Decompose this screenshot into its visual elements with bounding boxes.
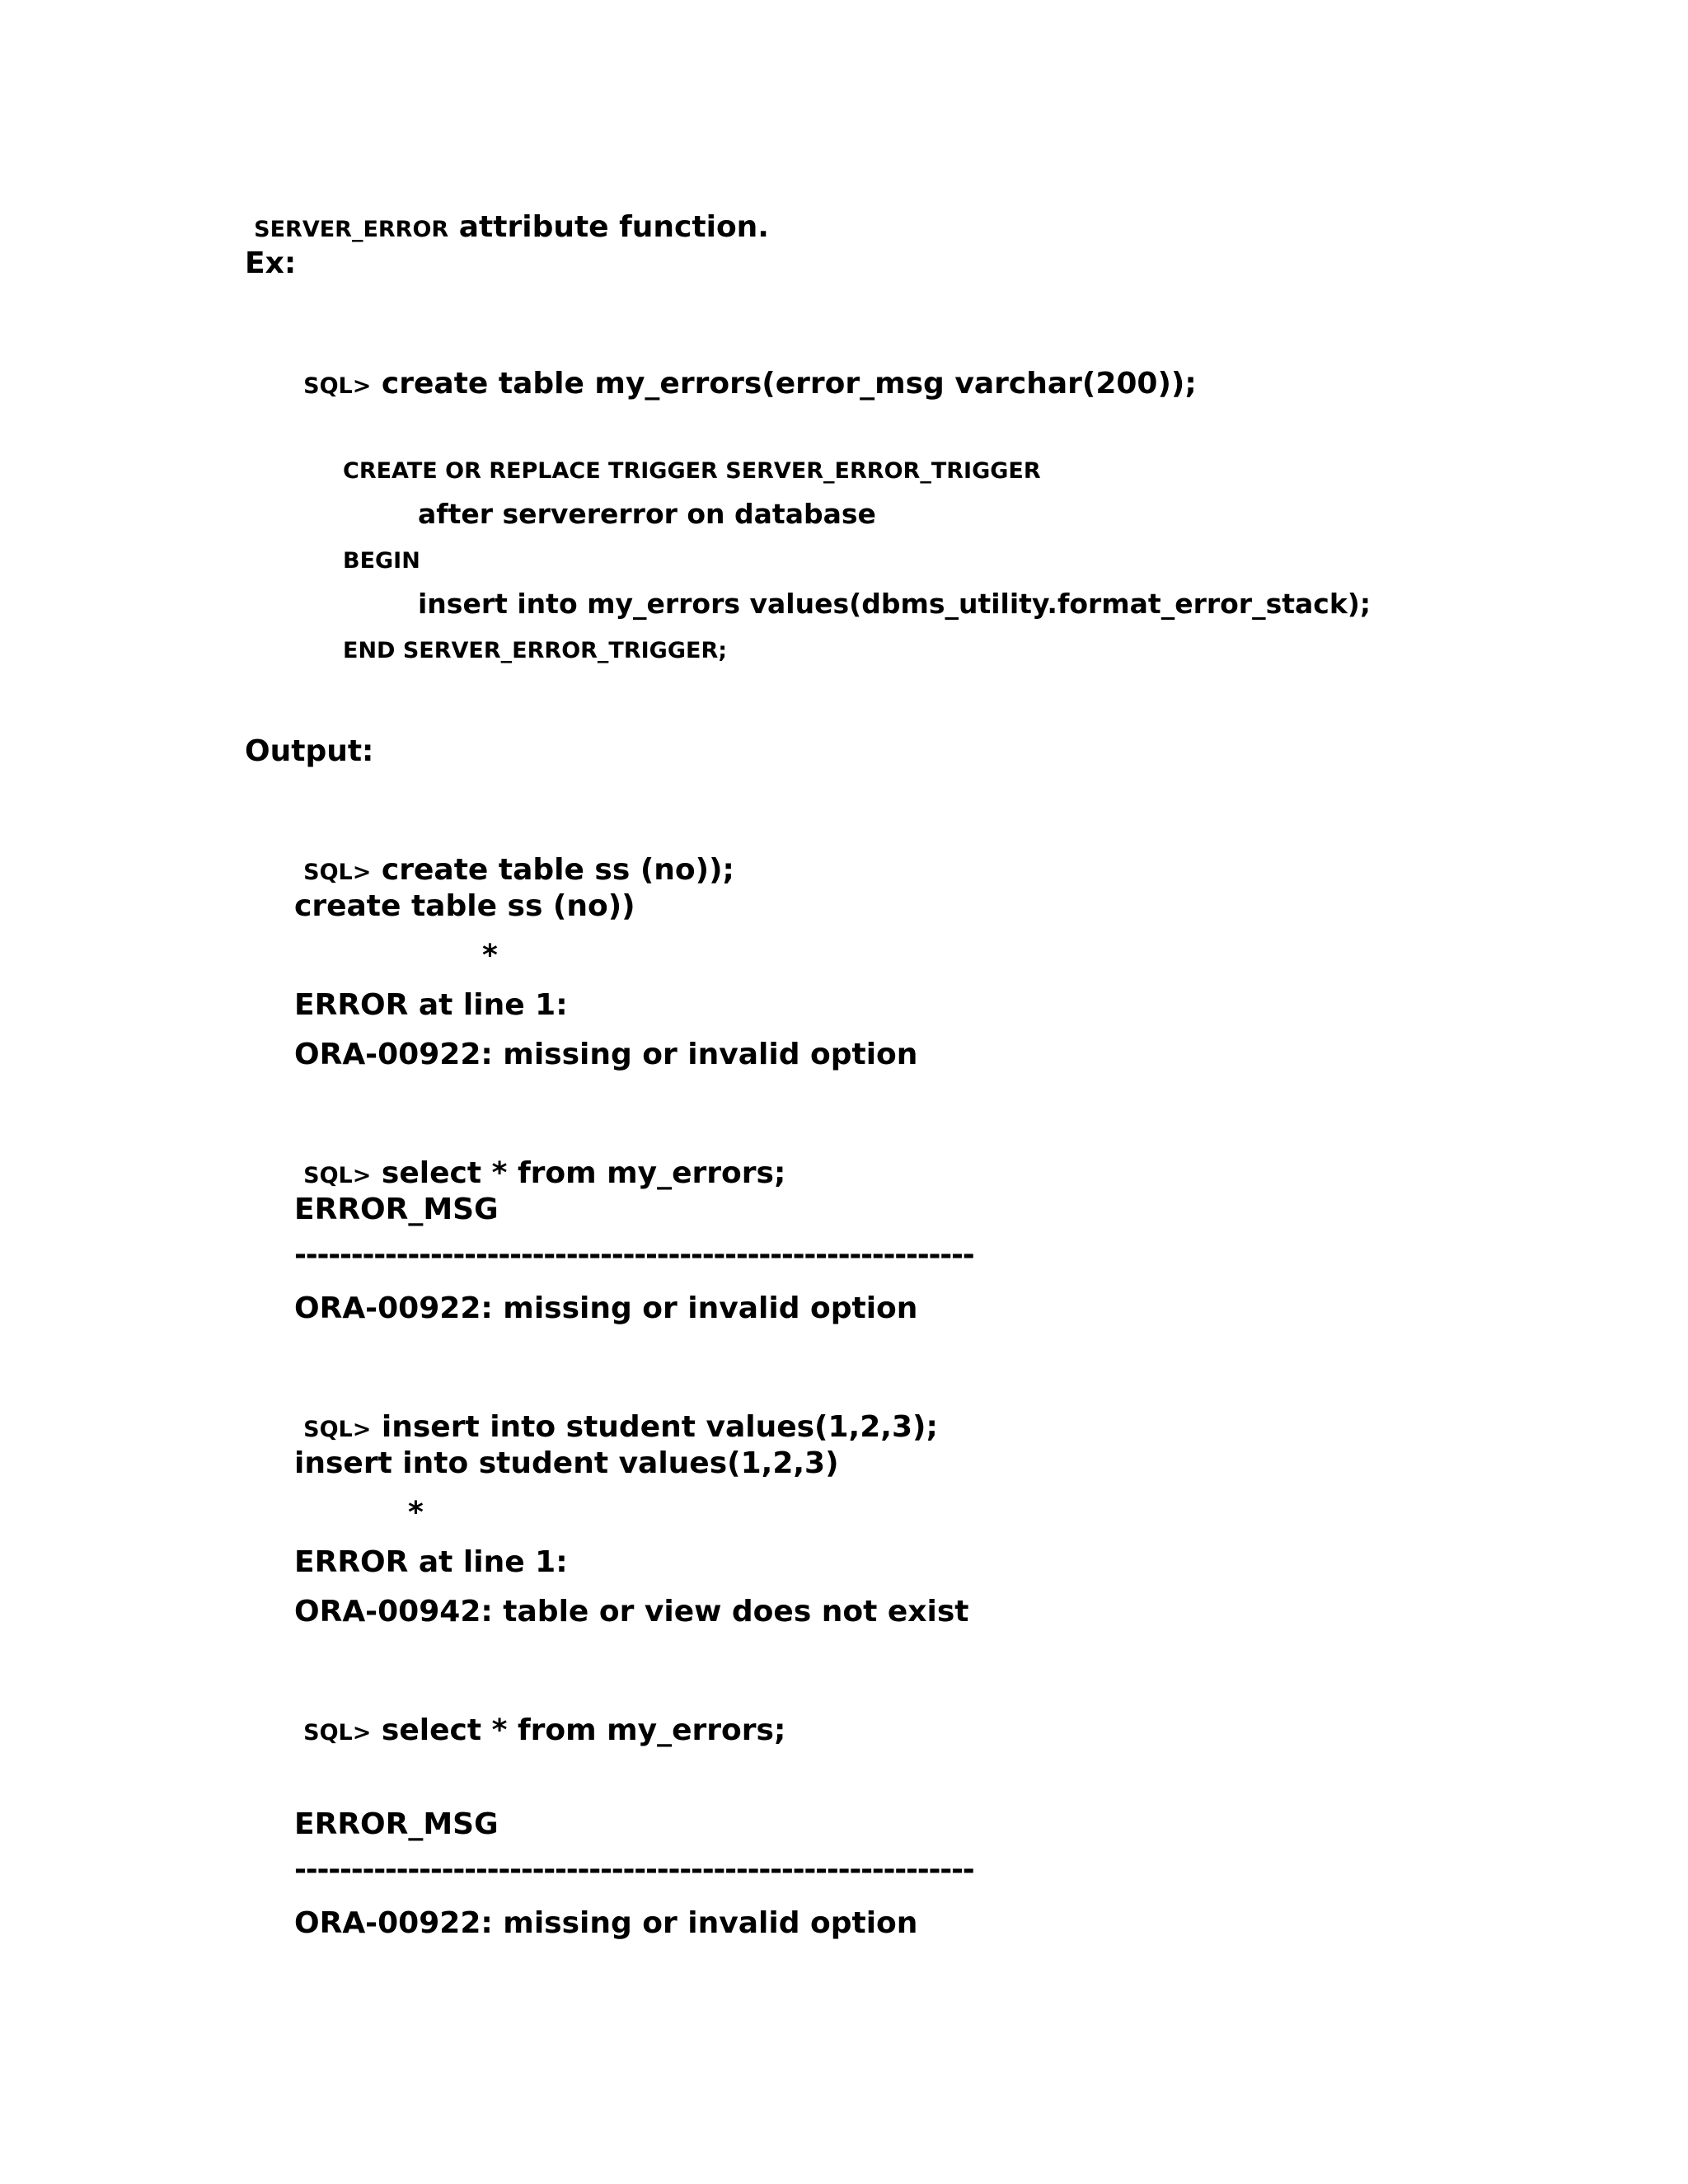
block3-error-line: ERROR at line 1: — [294, 1545, 568, 1579]
block1-echo: create table ss (no)) — [294, 889, 635, 923]
block3-echo: insert into student values(1,2,3) — [294, 1446, 839, 1480]
trigger-line-5: END SERVER_ERROR_TRIGGER; — [343, 638, 728, 663]
block4-column-header: ERROR_MSG — [294, 1807, 499, 1841]
intro-keyword: SERVER_ERROR — [254, 217, 449, 242]
block3-command-line — [294, 1399, 938, 1442]
sql-prompt: SQL> — [303, 373, 372, 399]
block4-rule: ------------------------------------------------------------ — [294, 1853, 974, 1886]
sql-command: insert into student values(1,2,3); — [371, 1410, 938, 1444]
block2-command-line — [294, 1146, 785, 1188]
trigger-line-3: BEGIN — [343, 548, 420, 574]
block4-command-line — [294, 1703, 785, 1746]
output-label: Output: — [245, 734, 374, 768]
block2-row: ORA-00922: missing or invalid option — [294, 1291, 918, 1325]
trigger-line-2: after servererror on database — [418, 498, 876, 530]
intro-line — [245, 199, 769, 242]
sql-command: select * from my_errors; — [371, 1713, 786, 1747]
block2-rule: ------------------------------------------------------------ — [294, 1238, 974, 1272]
block4-row: ORA-00922: missing or invalid option — [294, 1906, 918, 1940]
intro-text: attribute function. — [448, 210, 769, 244]
sql-prompt: SQL> — [303, 1163, 372, 1188]
block1-command-line — [294, 842, 734, 885]
create-my-errors-line — [294, 356, 1197, 399]
trigger-line-1: CREATE OR REPLACE TRIGGER SERVER_ERROR_TRIGGER — [343, 458, 1041, 484]
trigger-line-4: insert into my_errors values(dbms_utility.format_error_stack); — [418, 588, 1372, 620]
sql-prompt: SQL> — [303, 1417, 372, 1442]
block2-column-header: ERROR_MSG — [294, 1193, 499, 1226]
sql-command: select * from my_errors; — [371, 1156, 786, 1190]
block3-ora-message: ORA-00942: table or view does not exist — [294, 1595, 969, 1629]
block3-error-marker: * — [408, 1496, 424, 1530]
sql-prompt: SQL> — [303, 1720, 372, 1746]
block1-error-marker: * — [482, 939, 498, 972]
sql-prompt: SQL> — [303, 860, 372, 885]
ex-label: Ex: — [245, 246, 297, 280]
sql-command: create table my_errors(error_msg varchar(200)); — [371, 367, 1197, 401]
block1-error-line: ERROR at line 1: — [294, 988, 568, 1022]
block1-ora-message: ORA-00922: missing or invalid option — [294, 1038, 918, 1071]
sql-command: create table ss (no)); — [371, 853, 734, 887]
